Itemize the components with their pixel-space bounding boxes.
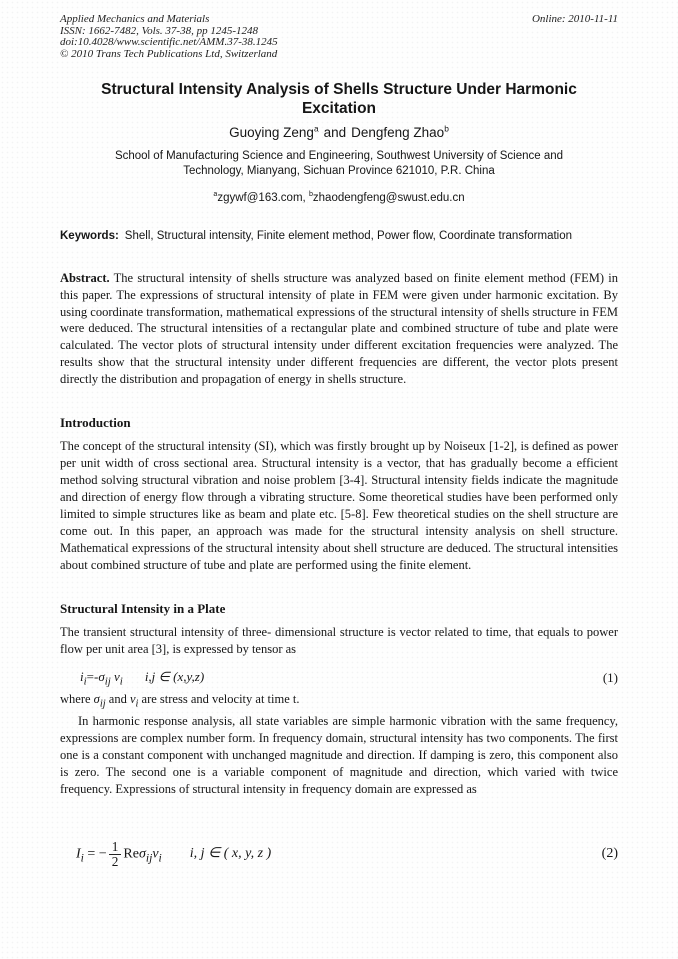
eq2-sigma-sub: ij <box>145 851 153 865</box>
equation-2-formula <box>76 840 271 869</box>
authors-line <box>60 125 618 140</box>
eq1-sigma-sub: ij <box>104 675 111 688</box>
equation-1-formula <box>80 669 204 688</box>
keywords-text: Shell, Structural intensity, Finite element method, Power flow, Coordinate transformation <box>124 230 573 242</box>
journal-header <box>60 14 618 60</box>
where-part3: are stress and velocity at time t. <box>138 692 300 707</box>
email-1-mark: a <box>213 190 218 199</box>
paper-title: Structural Intensity Analysis of Shells Structure Under Harmonic Excitation <box>101 81 577 117</box>
eq2-v: v <box>152 846 159 862</box>
email-1: zgywf@163.com, <box>217 192 306 204</box>
where-sigma: σ <box>93 692 100 707</box>
where-part1: where <box>60 692 94 707</box>
eq2-sigma: σ <box>138 846 146 862</box>
keywords-label: Keywords: <box>60 230 119 242</box>
section-heading-plate: Structural Intensity in a Plate <box>60 600 226 616</box>
affiliation-line: School of Manufacturing Science and Engineering, Southwest University of Science and Technology, Mianyang, Sichuan Province 621010, P.R. China <box>114 150 564 177</box>
eq1-condition: i,j ∈ (x,y,z) <box>144 668 205 684</box>
eq2-fraction-denominator: 2 <box>109 854 122 869</box>
eq2-condition: i, j ∈ ( x, y, z ) <box>189 846 272 862</box>
doi-line: doi:10.4028/www.scientific.net/AMM.37-38.1245 <box>60 36 278 48</box>
eq1-v-sub: i <box>119 675 123 688</box>
equation-1 <box>60 669 618 688</box>
where-definition-line <box>60 691 618 713</box>
section-heading-introduction: Introduction <box>60 414 131 430</box>
eq1-v: v <box>114 668 120 684</box>
eq2-fraction-numerator: 1 <box>111 838 119 854</box>
eq2-I-sub: i <box>80 851 84 865</box>
journal-name: Applied Mechanics and Materials <box>60 13 210 25</box>
where-v: v <box>129 692 136 707</box>
keywords-block <box>60 229 618 244</box>
eq1-var-i: i <box>80 668 84 684</box>
plate-paragraph-1: The transient structural intensity of three- dimensional structure is vector related to time, that equals to power flow per unit area [3], is expressed by tensor as <box>60 624 618 656</box>
introduction-paragraph: The concept of the structural intensity (SI), which was firstly brought up by Noiseux [1-2], is defined as power per unit width of cross sectional area. Structural intensity is a vector, that has gradually become a efficient method solving structural vibration and noise problem [3-4]. Structural intensity fields indicate the magnitude and direction of energy flow through a vibrating structure. Some theoretical studies have been performed only limited to simple structures like as beam and plate etc. [5-8]. Few theoretical studies on the shell structure are come out. In this paper, an approach was made for the structural intensity analysis on shell structure. Mathematical expressions of the structural intensity about shell structure are deduced. The structural intensities about combined structure of tube and plate are performed using the finite element. <box>60 438 618 572</box>
eq1-relation: =- <box>86 668 99 684</box>
eq2-fraction <box>109 840 122 869</box>
eq2-relation: = − <box>87 846 107 862</box>
emails-line <box>60 192 618 204</box>
copyright-line: © 2010 Trans Tech Publications Ltd, Switzerland <box>60 47 278 60</box>
online-date: Online: 2010-11-11 <box>531 13 618 25</box>
author-2-affiliation-mark: b <box>444 123 449 134</box>
abstract-text: The structural intensity of shells structure was analyzed based on finite element method (FEM) in this paper. The expressions of structural intensity of plate in FEM were given under harmonic excitation. By using coordinate transformation, mathematical expressions of the structural intensity of shells structure in FEM were deduced. The structural intensities of a rectangular plate and combined structure of tube and plate were calculated. The vector plots of structural intensity under different excitation frequencies were analyzed. The results show that the structural intensity under different frequencies are different, the vector plots present directly the distribution and propagation of energy in shells structure. <box>60 271 618 386</box>
email-2-mark: b <box>308 190 313 199</box>
author-2: Dengfeng Zhao <box>351 125 445 140</box>
eq2-re-operator: Re <box>123 846 139 862</box>
eq2-v-sub: i <box>158 851 162 865</box>
journal-info-block <box>60 14 278 60</box>
author-1: Guoying Zeng <box>229 125 314 140</box>
where-sigma-sub: ij <box>99 698 106 710</box>
equation-2 <box>60 840 618 869</box>
abstract-block <box>60 270 618 388</box>
issn-line: ISSN: 1662-7482, Vols. 37-38, pp 1245-1248 <box>60 24 258 37</box>
email-2: zhaodengfeng@swust.edu.cn <box>312 192 465 204</box>
where-part2: and <box>105 692 130 707</box>
eq1-sigma: σ <box>98 668 105 684</box>
where-v-sub: i <box>135 698 139 710</box>
plate-paragraph-2: In harmonic response analysis, all state variables are simple harmonic vibration with the same frequency, expressions are complex number form. In frequency domain, structural intensity has two components. The first one is a constant component with unchanged magnitude and direction. If damping is zero, this component also is zero. The second one is a variable component of magnitude and direction, which varied with twice frequency. Expressions of structural intensity in frequency domain are expressed as <box>60 713 618 796</box>
eq1-var-i-sub: i <box>83 675 87 688</box>
eq2-I: I <box>76 846 81 862</box>
abstract-label: Abstract. <box>60 271 110 285</box>
authors-separator: and <box>323 125 347 140</box>
equation-1-number: (1) <box>602 669 618 685</box>
author-1-affiliation-mark: a <box>313 123 319 134</box>
equation-2-number: (2) <box>601 846 618 862</box>
